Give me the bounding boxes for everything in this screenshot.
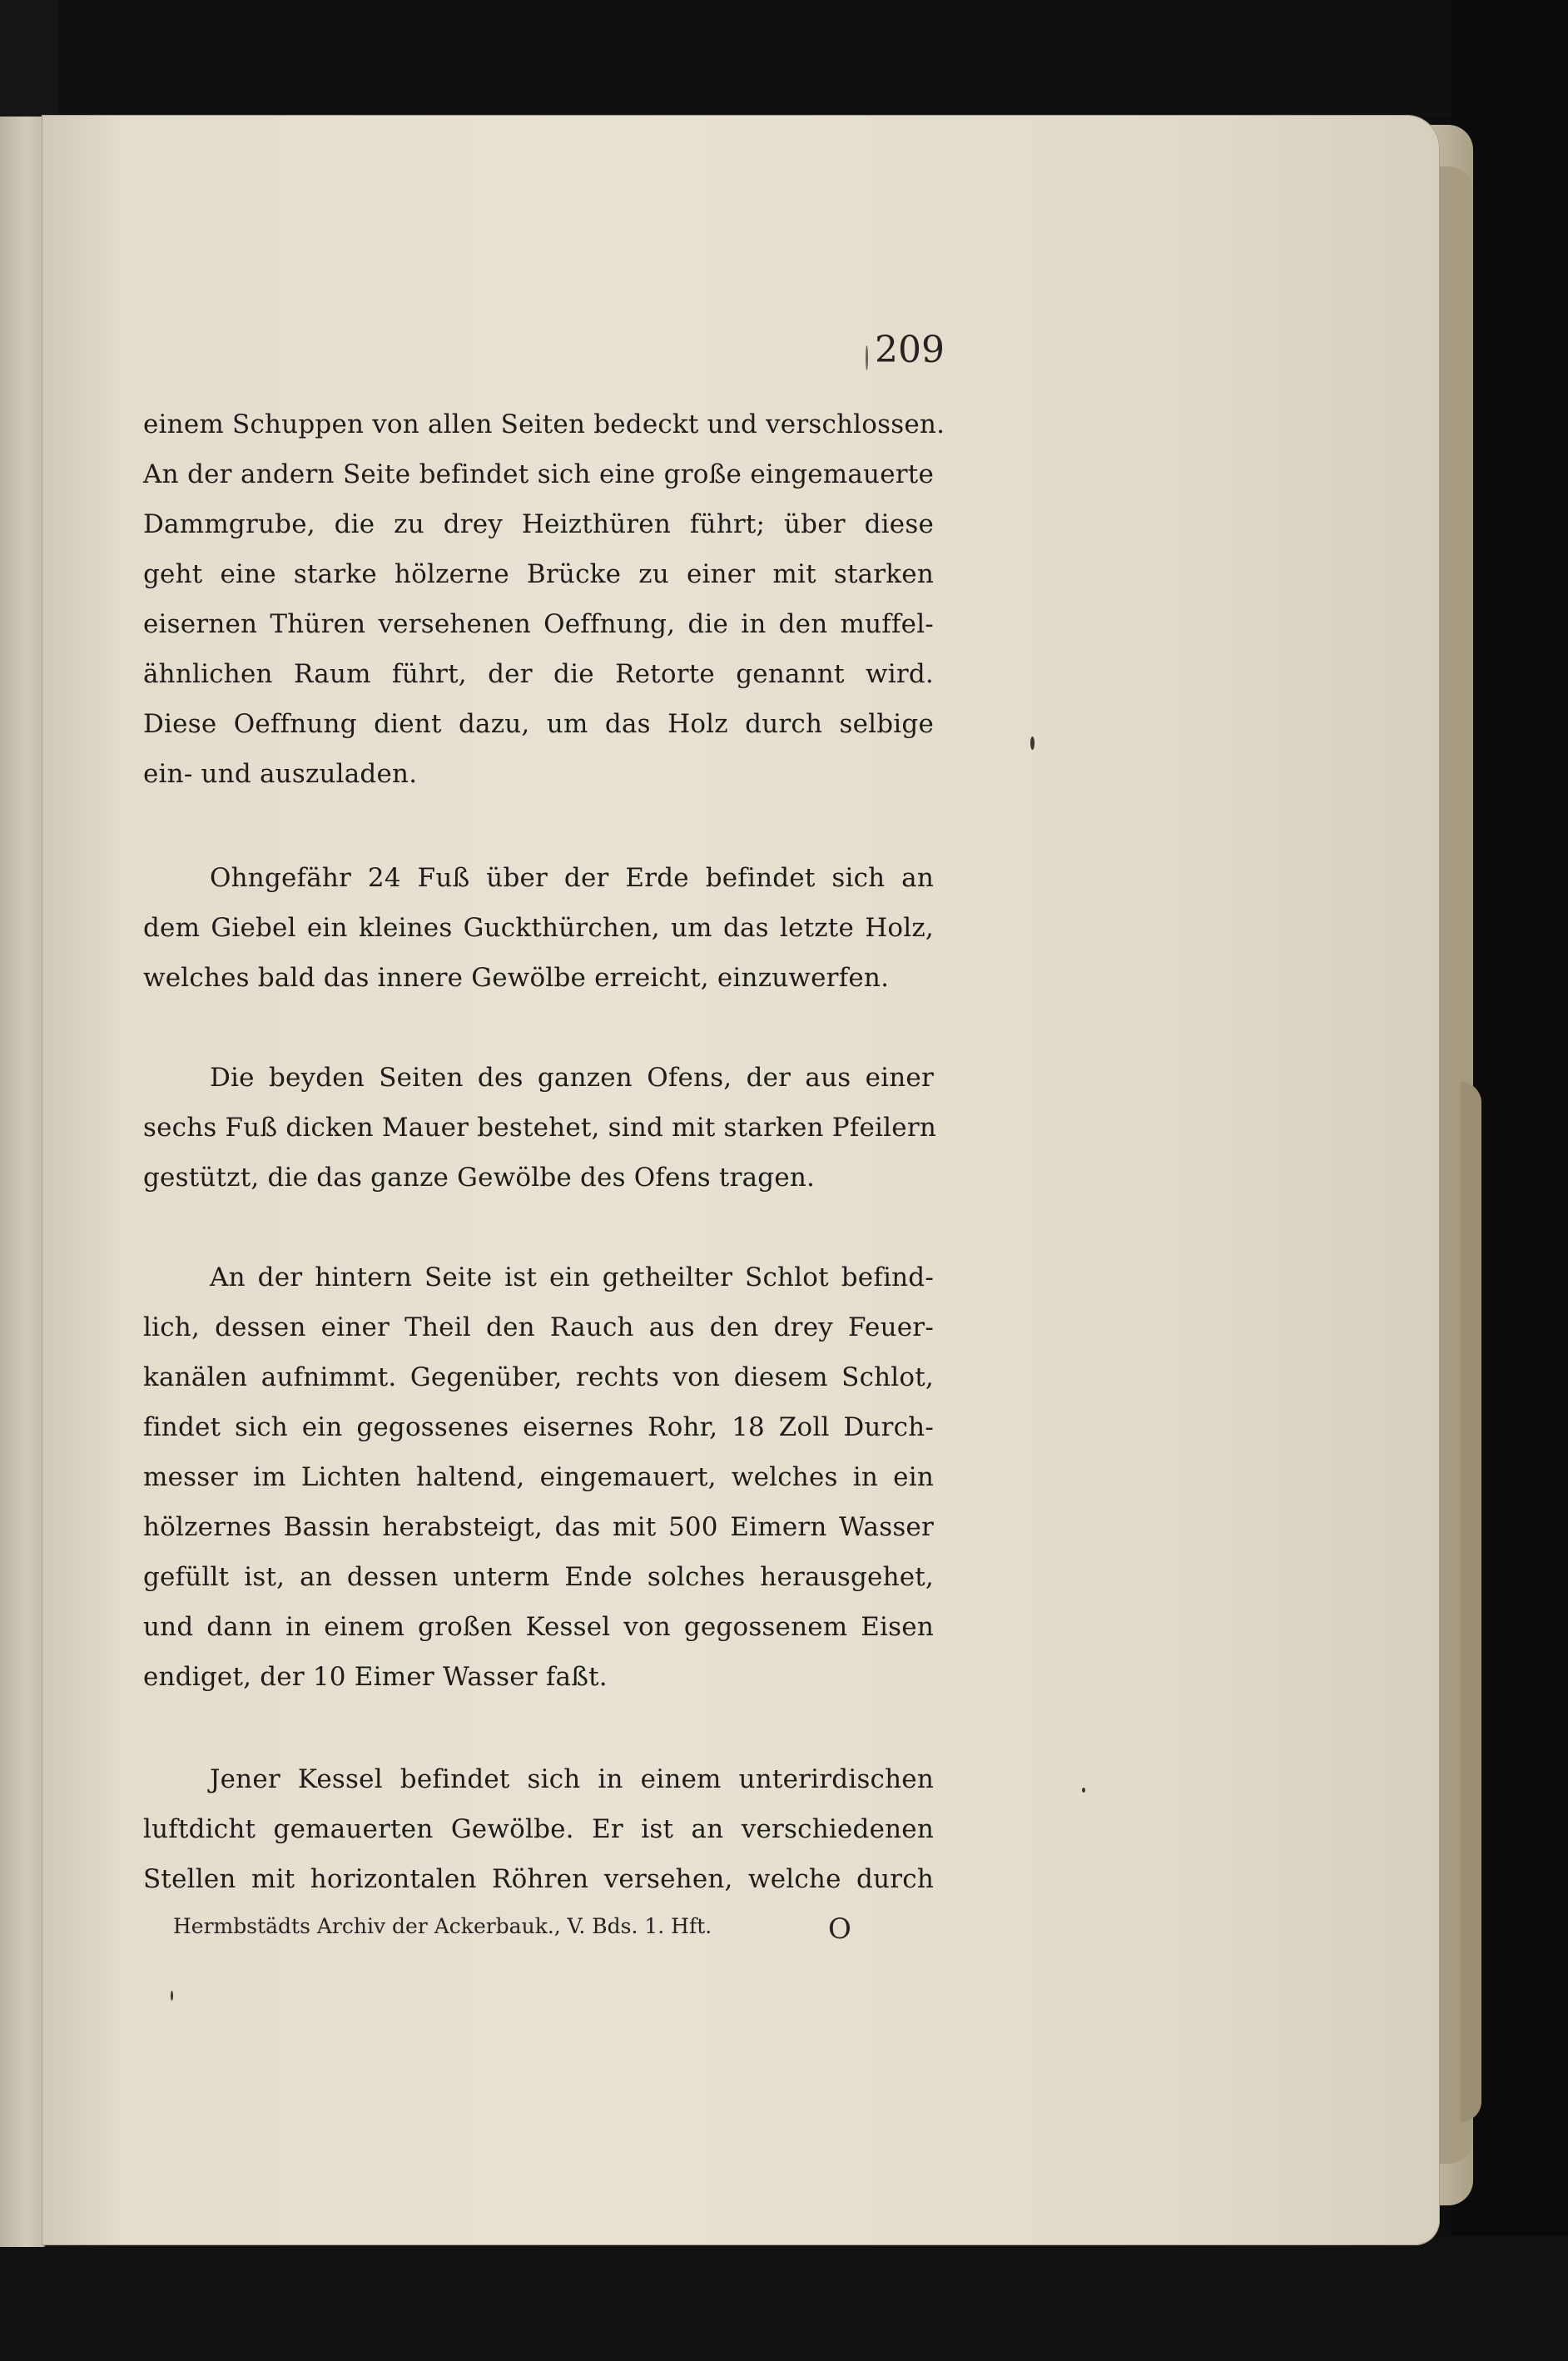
text-line: hölzernes Bassin herabsteigt, das mit 500 Eimern Wasser <box>143 1512 934 1542</box>
text-line: Jener Kessel befindet sich in einem unterirdischen <box>210 1764 934 1794</box>
text-line: ähnlichen Raum führt, der die Retorte genannt wird. <box>143 659 934 689</box>
text-line: geht eine starke hölzerne Brücke zu einer mit starken <box>143 559 934 589</box>
paragraph-1 <box>143 399 945 799</box>
page-number: 209 <box>875 329 945 371</box>
text-line: lich, dessen einer Theil den Rauch aus den drey Feuer- <box>143 1312 934 1342</box>
text-line: dem Giebel ein kleines Guckthürchen, um das letzte Holz, <box>143 913 934 943</box>
text-line: gestützt, die das ganze Gewölbe des Ofens tragen. <box>143 1163 816 1193</box>
text-line: Dammgrube, die zu drey Heizthüren führt; über diese <box>143 509 934 539</box>
signature-mark: O <box>828 1912 851 1946</box>
paragraph-3 <box>143 1053 934 1203</box>
text-line: eisernen Thüren versehenen Oeffnung, die in den muffel- <box>143 609 934 639</box>
text-line: Diese Oeffnung dient dazu, um das Holz durch selbige <box>143 709 934 739</box>
paper-speck <box>1030 737 1035 750</box>
text-line: welches bald das innere Gewölbe erreicht, einzuwerfen. <box>143 963 890 993</box>
text-line: und dann in einem großen Kessel von gegossenem Eisen <box>143 1612 934 1642</box>
paragraph-5 <box>143 1754 934 1904</box>
text-line: Die beyden Seiten des ganzen Ofens, der aus einer <box>210 1063 934 1093</box>
dark-background-bottom <box>0 2236 1568 2361</box>
text-line: Stellen mit horizontalen Röhren versehen, welche durch <box>143 1864 934 1894</box>
paper-speck <box>171 1991 173 2001</box>
text-line: Ohngefähr 24 Fuß über der Erde befindet sich an <box>210 863 934 893</box>
text-line: An der andern Seite befindet sich eine große eingemauerte <box>143 459 934 489</box>
text-line: An der hintern Seite ist ein getheilter Schlot befind- <box>210 1262 934 1292</box>
text-line: luftdicht gemauerten Gewölbe. Er ist an verschiedenen <box>143 1814 934 1844</box>
text-line: sechs Fuß dicken Mauer bestehet, sind mit starken Pfeilern <box>143 1113 936 1143</box>
paper-speck <box>866 345 868 370</box>
page-stack-edge <box>1461 1082 1481 2122</box>
text-line: endiget, der 10 Eimer Wasser faßt. <box>143 1662 608 1692</box>
text-line: findet sich ein gegossenes eisernes Rohr, 18 Zoll Durch- <box>143 1412 934 1442</box>
text-line: messer im Lichten haltend, eingemauert, welches in ein <box>143 1462 934 1492</box>
text-line: ein- und auszuladen. <box>143 759 418 789</box>
text-line: kanälen aufnimmt. Gegenüber, rechts von diesem Schlot, <box>143 1362 934 1392</box>
paper-speck <box>1082 1788 1085 1793</box>
paragraph-4 <box>143 1252 934 1702</box>
text-line: einem Schuppen von allen Seiten bedeckt und verschlossen. <box>143 409 945 439</box>
text-line: gefüllt ist, an dessen unterm Ende solches herausgehet, <box>143 1562 934 1592</box>
dark-background-top <box>0 0 1568 117</box>
paragraph-2 <box>143 853 934 1003</box>
signature-line: Hermbstädts Archiv der Ackerbauk., V. Bds. 1. Hft. <box>173 1914 712 1938</box>
previous-page-edge <box>0 117 45 2247</box>
